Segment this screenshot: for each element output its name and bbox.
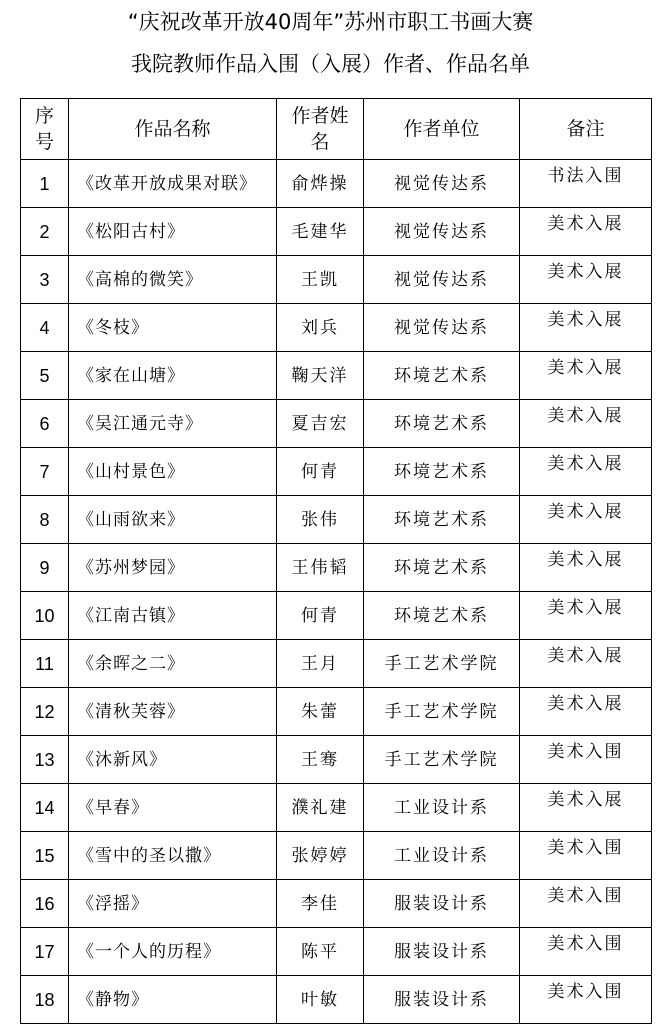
row-note: 美术入围 <box>520 880 652 928</box>
row-unit: 环境艺术系 <box>364 592 520 640</box>
row-author: 王骞 <box>277 736 364 784</box>
table-header-row <box>21 99 652 160</box>
row-index: 16 <box>21 880 69 928</box>
row-unit: 服装设计系 <box>364 928 520 976</box>
row-author: 李佳 <box>277 880 364 928</box>
row-note: 美术入围 <box>520 736 652 784</box>
row-index: 4 <box>21 304 69 352</box>
table-row <box>21 928 652 976</box>
row-author: 陈平 <box>277 928 364 976</box>
row-author: 王月 <box>277 640 364 688</box>
row-author: 朱蕾 <box>277 688 364 736</box>
row-author: 张伟 <box>277 496 364 544</box>
row-unit: 工业设计系 <box>364 784 520 832</box>
row-index: 8 <box>21 496 69 544</box>
table-row <box>21 544 652 592</box>
row-work-title: 《家在山塘》 <box>69 352 277 400</box>
document-title-line-2: 我院教师作品入围（入展）作者、作品名单 <box>131 52 530 76</box>
row-note: 美术入展 <box>520 208 652 256</box>
table-row <box>21 400 652 448</box>
table-row <box>21 640 652 688</box>
row-work-title: 《余晖之二》 <box>69 640 277 688</box>
row-work-title: 《冬枝》 <box>69 304 277 352</box>
row-index: 6 <box>21 400 69 448</box>
row-index: 15 <box>21 832 69 880</box>
row-index: 7 <box>21 448 69 496</box>
row-work-title: 《早春》 <box>69 784 277 832</box>
row-author: 王凯 <box>277 256 364 304</box>
row-note: 美术入展 <box>520 640 652 688</box>
row-unit: 环境艺术系 <box>364 544 520 592</box>
row-note: 美术入展 <box>520 496 652 544</box>
row-index: 1 <box>21 160 69 208</box>
row-unit: 手工艺术学院 <box>364 736 520 784</box>
row-unit: 服装设计系 <box>364 976 520 1024</box>
row-unit: 视觉传达系 <box>364 304 520 352</box>
award-list-table <box>20 98 652 1024</box>
row-index: 5 <box>21 352 69 400</box>
row-author: 俞烨操 <box>277 160 364 208</box>
row-note: 书法入围 <box>520 160 652 208</box>
row-work-title: 《山雨欲来》 <box>69 496 277 544</box>
row-index: 11 <box>21 640 69 688</box>
row-work-title: 《沐新风》 <box>69 736 277 784</box>
row-index: 12 <box>21 688 69 736</box>
row-unit: 环境艺术系 <box>364 448 520 496</box>
row-note: 美术入展 <box>520 688 652 736</box>
row-unit: 手工艺术学院 <box>364 688 520 736</box>
row-author: 毛建华 <box>277 208 364 256</box>
row-unit: 环境艺术系 <box>364 352 520 400</box>
row-author: 王伟韬 <box>277 544 364 592</box>
table-row <box>21 736 652 784</box>
table-row <box>21 688 652 736</box>
row-index: 18 <box>21 976 69 1024</box>
row-note: 美术入展 <box>520 448 652 496</box>
table-row <box>21 160 652 208</box>
row-unit: 视觉传达系 <box>364 256 520 304</box>
row-work-title: 《江南古镇》 <box>69 592 277 640</box>
row-index: 14 <box>21 784 69 832</box>
table-row <box>21 784 652 832</box>
table-body <box>21 160 652 1024</box>
row-author: 何青 <box>277 592 364 640</box>
table-row <box>21 352 652 400</box>
row-work-title: 《山村景色》 <box>69 448 277 496</box>
table-row <box>21 976 652 1024</box>
row-index: 13 <box>21 736 69 784</box>
row-unit: 手工艺术学院 <box>364 640 520 688</box>
table-row <box>21 448 652 496</box>
row-work-title: 《一个人的历程》 <box>69 928 277 976</box>
row-work-title: 《浮摇》 <box>69 880 277 928</box>
row-note: 美术入展 <box>520 784 652 832</box>
row-note: 美术入展 <box>520 304 652 352</box>
row-author: 张婷婷 <box>277 832 364 880</box>
row-index: 9 <box>21 544 69 592</box>
row-work-title: 《高棉的微笑》 <box>69 256 277 304</box>
header-author: 作者姓名 <box>277 99 364 160</box>
row-index: 3 <box>21 256 69 304</box>
table-row <box>21 592 652 640</box>
row-author: 叶敏 <box>277 976 364 1024</box>
row-unit: 环境艺术系 <box>364 400 520 448</box>
row-work-title: 《雪中的圣以撒》 <box>69 832 277 880</box>
row-work-title: 《松阳古村》 <box>69 208 277 256</box>
row-unit: 服装设计系 <box>364 880 520 928</box>
row-author: 鞠天洋 <box>277 352 364 400</box>
row-work-title: 《苏州梦园》 <box>69 544 277 592</box>
row-work-title: 《静物》 <box>69 976 277 1024</box>
row-author: 夏吉宏 <box>277 400 364 448</box>
row-index: 2 <box>21 208 69 256</box>
row-note: 美术入展 <box>520 592 652 640</box>
row-author: 何青 <box>277 448 364 496</box>
table-row <box>21 496 652 544</box>
header-note: 备注 <box>520 99 652 160</box>
row-work-title: 《改革开放成果对联》 <box>69 160 277 208</box>
row-note: 美术入展 <box>520 544 652 592</box>
row-unit: 环境艺术系 <box>364 496 520 544</box>
table-row <box>21 832 652 880</box>
header-unit: 作者单位 <box>364 99 520 160</box>
row-work-title: 《吴江通元寺》 <box>69 400 277 448</box>
header-index: 序号 <box>21 99 69 160</box>
row-index: 10 <box>21 592 69 640</box>
document-title-line-1: “庆祝改革开放40周年”苏州市职工书画大赛 <box>127 10 534 34</box>
row-note: 美术入围 <box>520 976 652 1024</box>
table-row <box>21 208 652 256</box>
table-row <box>21 880 652 928</box>
row-author: 濮礼建 <box>277 784 364 832</box>
row-unit: 工业设计系 <box>364 832 520 880</box>
row-author: 刘兵 <box>277 304 364 352</box>
row-unit: 视觉传达系 <box>364 208 520 256</box>
row-work-title: 《清秋芙蓉》 <box>69 688 277 736</box>
table-row <box>21 304 652 352</box>
row-note: 美术入展 <box>520 256 652 304</box>
table-row <box>21 256 652 304</box>
row-note: 美术入围 <box>520 928 652 976</box>
row-index: 17 <box>21 928 69 976</box>
row-note: 美术入围 <box>520 832 652 880</box>
row-note: 美术入展 <box>520 352 652 400</box>
row-unit: 视觉传达系 <box>364 160 520 208</box>
row-note: 美术入展 <box>520 400 652 448</box>
header-work: 作品名称 <box>69 99 277 160</box>
